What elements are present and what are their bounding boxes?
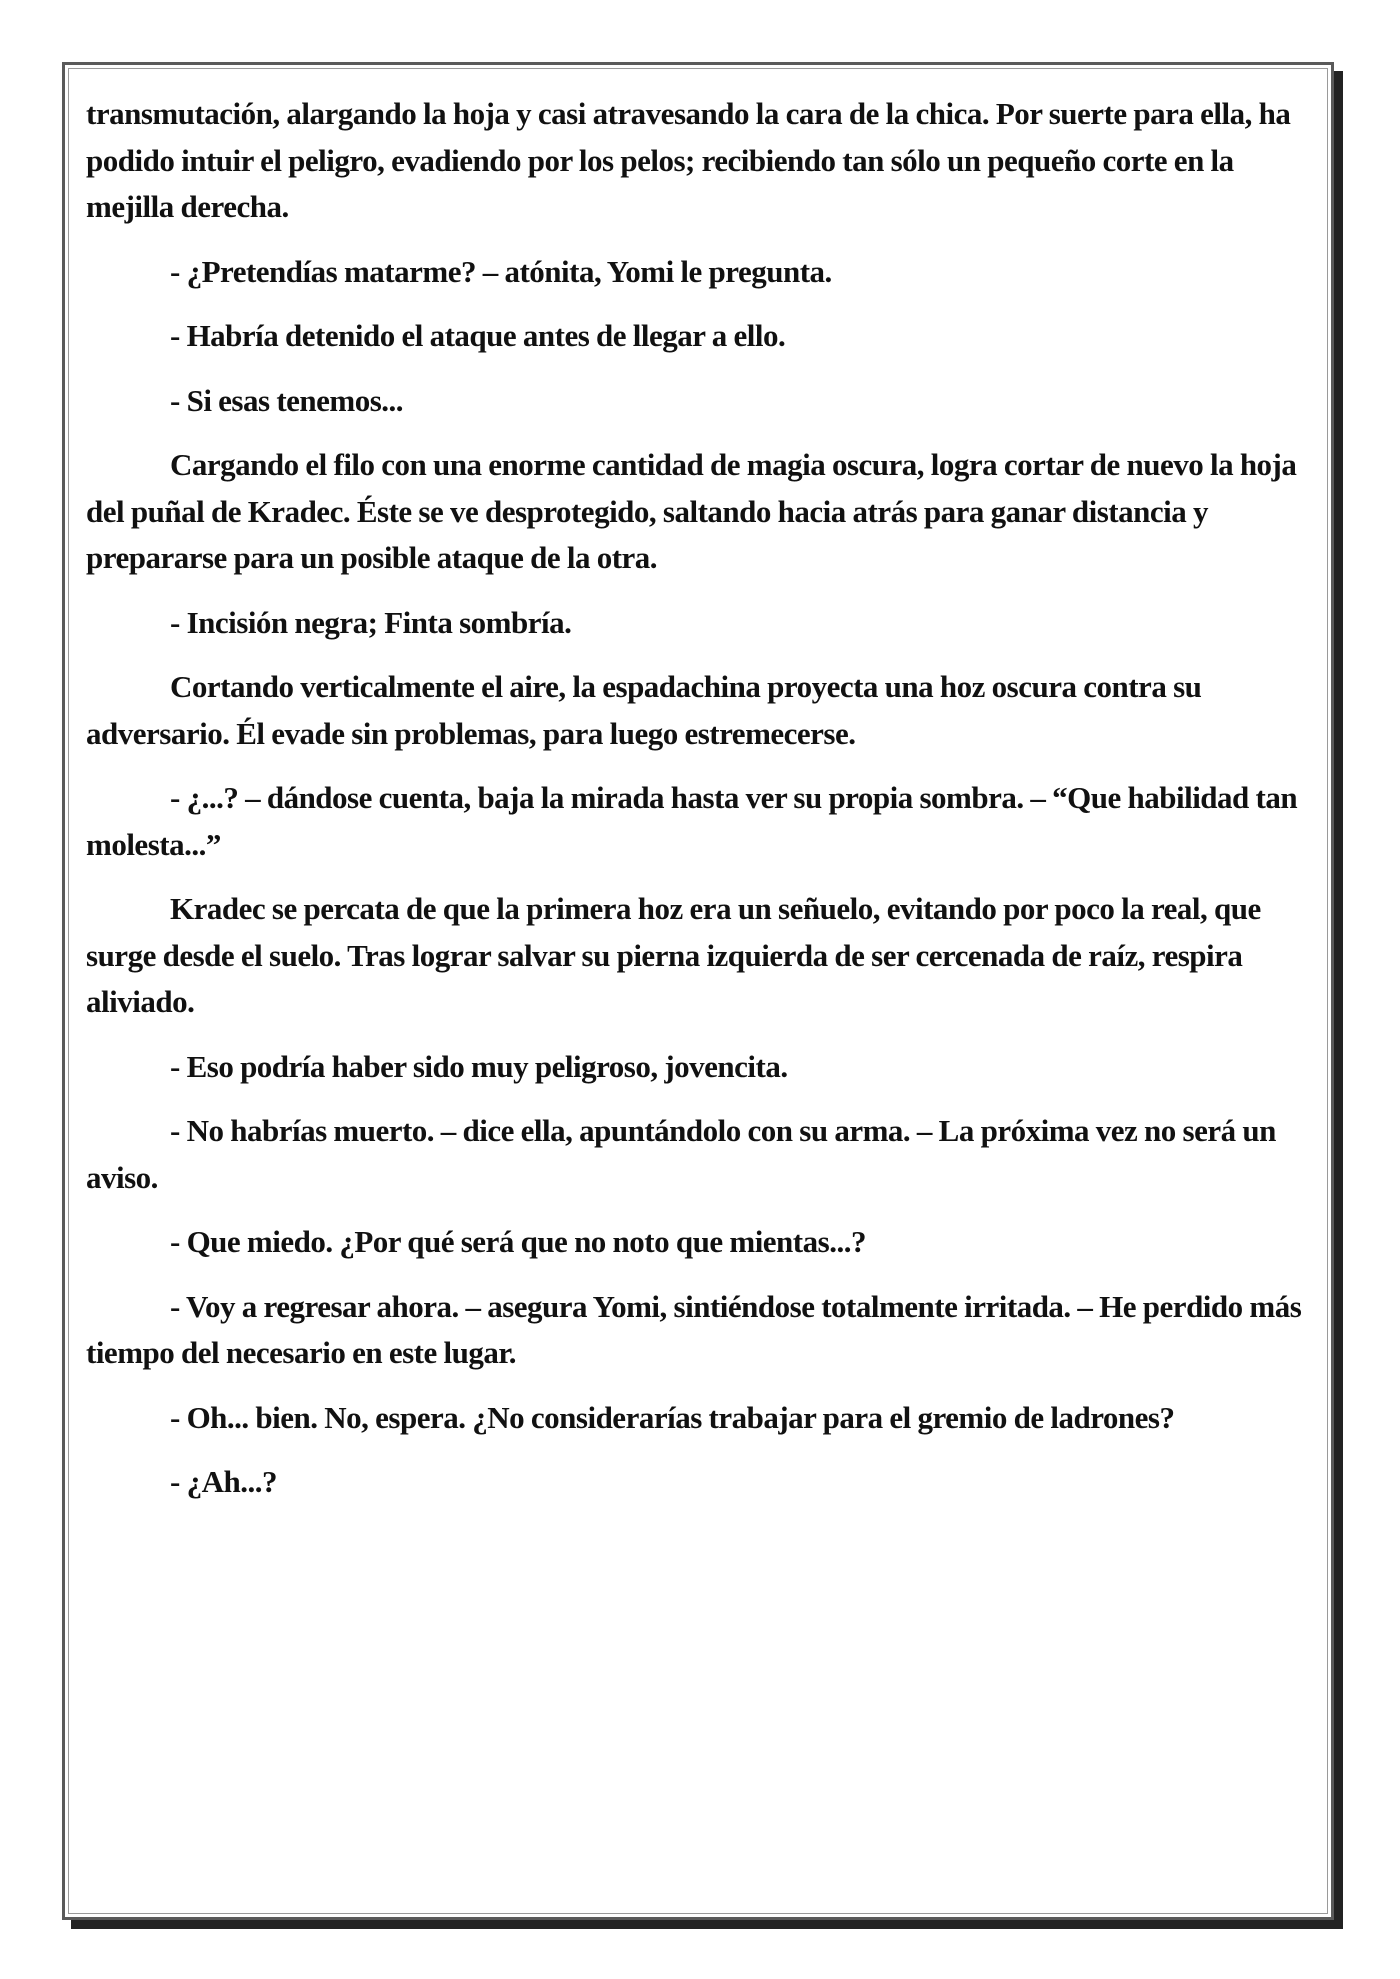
paragraph-6: - Incisión negra; Finta sombría. xyxy=(170,604,572,640)
paragraph-1: transmutación, alargando la hoja y casi atravesando la cara de la chica. Por suerte para ella, ha podido intuir el peligro, evadiendo por los pelos; recibiendo tan sólo un pequeño corte en la mejilla derecha. xyxy=(86,96,1291,224)
paragraph-10: - Eso podría haber sido muy peligroso, jovencita. xyxy=(170,1048,788,1084)
paragraph-7: Cortando verticalmente el aire, la espadachina proyecta una hoz oscura contra su adversario. Él evade sin problemas, para luego estremecerse. xyxy=(86,669,1202,751)
paragraph-3: - Habría detenido el ataque antes de llegar a ello. xyxy=(170,318,786,353)
page-frame xyxy=(62,62,1334,1920)
text-body xyxy=(86,91,1322,1524)
paragraph-11: - No habrías muerto. – dice ella, apuntándolo con su arma. – La próxima vez no será un aviso. xyxy=(86,1113,1276,1195)
paragraph-15: - ¿Ah...? xyxy=(170,1464,277,1499)
paragraph-14: - Oh... bien. No, espera. ¿No considerarías trabajar para el gremio de ladrones? xyxy=(170,1399,1175,1435)
paragraph-12: - Que miedo. ¿Por qué será que no noto que mientas...? xyxy=(170,1224,866,1259)
paragraph-8: - ¿...? – dándose cuenta, baja la mirada hasta ver su propia sombra. – “Que habilidad tan molesta...” xyxy=(86,780,1298,862)
paragraph-4: - Si esas tenemos... xyxy=(170,382,404,418)
paragraph-5: Cargando el filo con una enorme cantidad de magia oscura, logra cortar de nuevo la hoja del puñal de Kradec. Éste se ve desprotegido, saltando hacia atrás para ganar distancia y prepararse para un posible ataque de la otra. xyxy=(86,447,1297,575)
paragraph-13: - Voy a regresar ahora. – asegura Yomi, sintiéndose totalmente irritada. – He perdido más tiempo del necesario en este lugar. xyxy=(86,1288,1302,1370)
paragraph-9: Kradec se percata de que la primera hoz era un señuelo, evitando por poco la real, que surge desde el suelo. Tras lograr salvar su pierna izquierda de ser cercenada de raíz, respira aliviado. xyxy=(86,891,1261,1019)
paragraph-2: - ¿Pretendías matarme? – atónita, Yomi le pregunta. xyxy=(170,253,832,289)
